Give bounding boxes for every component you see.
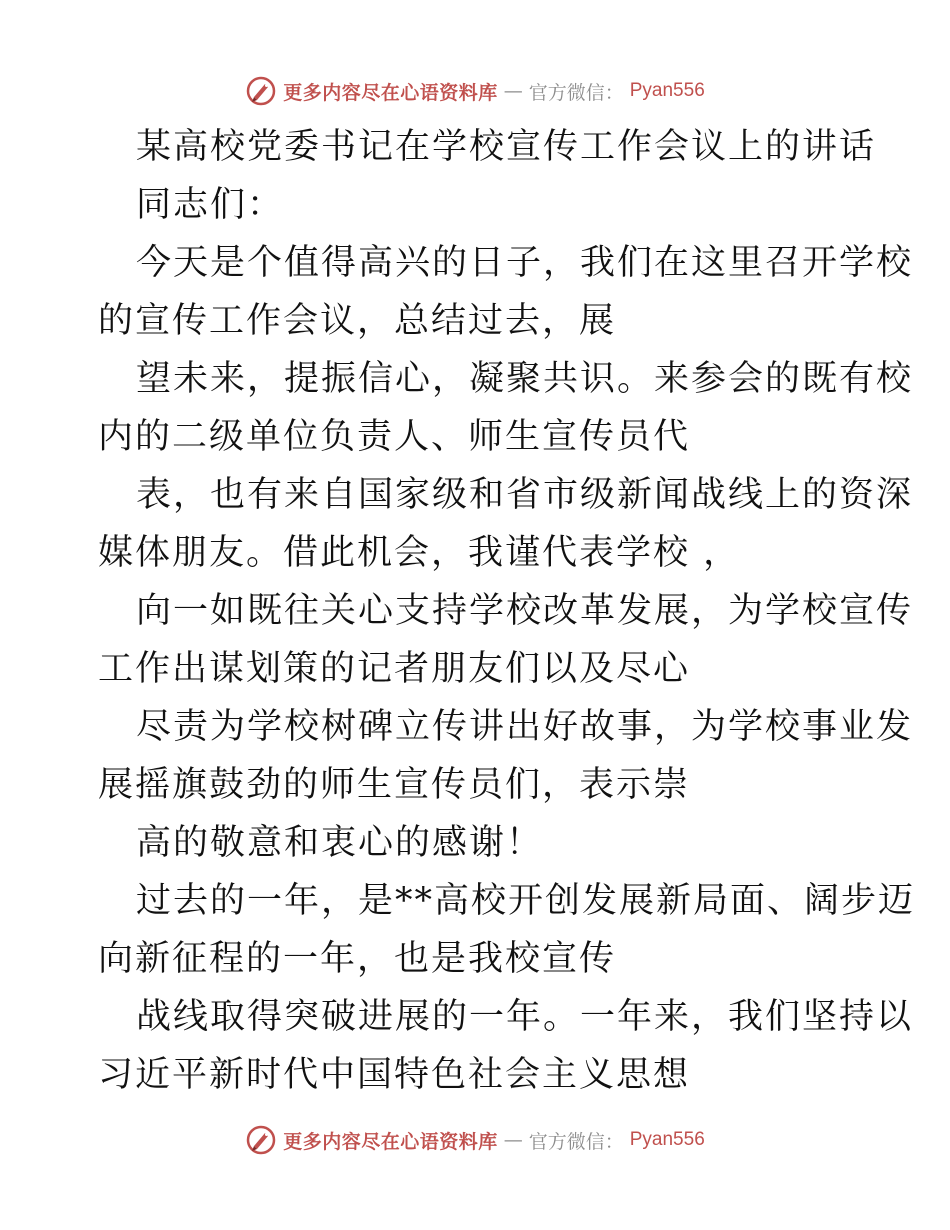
watermark-separator: — — [503, 80, 523, 102]
footer-watermark — [0, 1120, 950, 1160]
watermark-wechat-label: 官方微信： — [528, 81, 624, 104]
pen-logo-icon — [245, 1124, 277, 1156]
salutation: 同志们： — [136, 185, 285, 225]
watermark-wechat-label: 官方微信： — [528, 1130, 624, 1153]
watermark-main-text: 更多内容尽在心语资料库 — [283, 1130, 498, 1153]
text-line: 尽责为学校树碑立传讲出好故事，为学校事业发 — [136, 707, 914, 747]
text-line: 习近平新时代中国特色社会主义思想 — [98, 1055, 691, 1095]
text-line: 工作出谋划策的记者朋友们以及尽心 — [98, 649, 691, 689]
text-line: 今天是个值得高兴的日子，我们在这里召开学校 — [136, 243, 914, 283]
pen-logo-icon — [245, 75, 277, 107]
text-line: 望未来，提振信心，凝聚共识。来参会的既有校 — [136, 359, 914, 399]
watermark-separator: — — [503, 1129, 523, 1151]
text-line: 高的敬意和衷心的感谢！ — [136, 823, 544, 863]
watermark-wechat-id: Pyan556 — [629, 1129, 705, 1150]
watermark-wechat-id: Pyan556 — [629, 80, 705, 101]
header-watermark — [0, 71, 950, 111]
text-line: 展摇旗鼓劲的师生宣传员们，表示崇 — [98, 765, 691, 805]
text-line: 向一如既往关心支持学校改革发展，为学校宣传 — [136, 591, 914, 631]
text-line: 向新征程的一年，也是我校宣传 — [98, 939, 617, 979]
text-line: 媒体朋友。借此机会，我谨代表学校 ， — [98, 533, 741, 573]
document-title: 某高校党委书记在学校宣传工作会议上的讲话 — [136, 127, 877, 167]
text-line: 的宣传工作会议，总结过去，展 — [98, 301, 617, 341]
text-line: 战线取得突破进展的一年。一年来，我们坚持以 — [136, 997, 914, 1037]
text-line: 过去的一年，是**高校开创发展新局面、阔步迈 — [136, 881, 916, 921]
text-line: 内的二级单位负责人、师生宣传员代 — [98, 417, 691, 457]
text-line: 表，也有来自国家级和省市级新闻战线上的资深 — [136, 475, 914, 515]
watermark-main-text: 更多内容尽在心语资料库 — [283, 81, 498, 104]
